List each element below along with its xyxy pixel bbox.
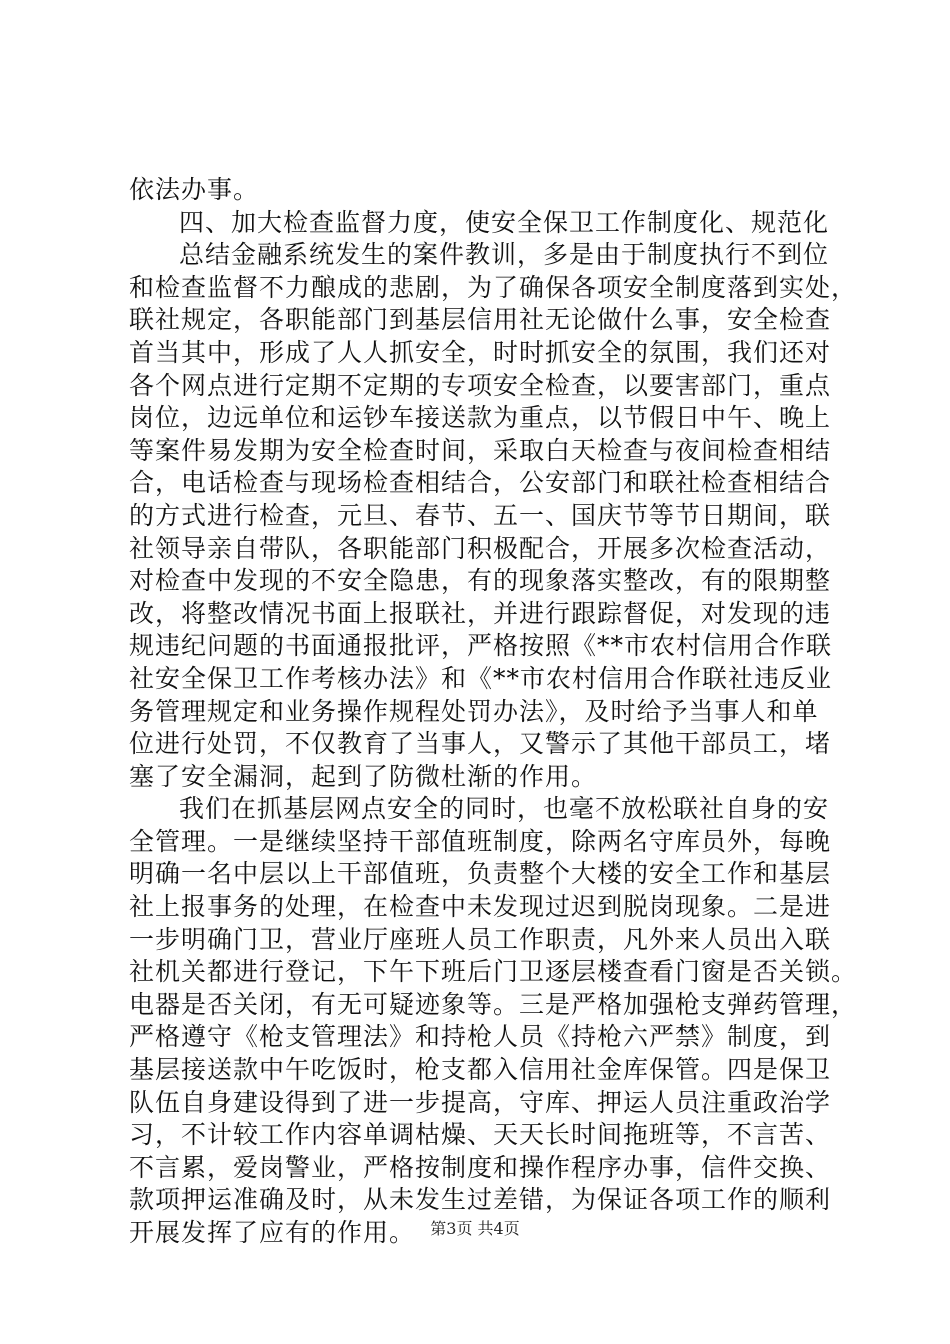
text-line: 开展发挥了应有的作用。 [129, 1218, 416, 1247]
text-line: 的方式进行检查，元旦、春节、五一、国庆节等节日期间，联 [129, 500, 832, 530]
text-line: 电器是否关闭，有无可疑迹象等。三是严格加强枪支弹药管理， [129, 989, 858, 1019]
document-body [129, 174, 858, 1250]
page-footer: 第3页 共4页 [430, 1219, 520, 1238]
text-line: 各个网点进行定期不定期的专项安全检查，以要害部门，重点 [129, 370, 832, 400]
text-line: 首当其中，形成了人人抓安全，时时抓安全的氛围，我们还对 [129, 337, 832, 367]
text-line: 队伍自身建设得到了进一步提高，守库、押运人员注重政治学 [129, 1087, 832, 1117]
text-line: 社领导亲自带队，各职能部门积极配合，开展多次检查活动， [129, 533, 832, 563]
text-line: 务管理规定和业务操作规程处罚办法》，及时给予当事人和单 [129, 696, 819, 726]
text-line: 全管理。一是继续坚持干部值班制度，除两名守库员外，每晚 [129, 826, 832, 856]
text-line: 社上报事务的处理，在检查中未发现过迟到脱岗现象。二是进 [129, 892, 832, 922]
text-line: 严格遵守《枪支管理法》和持枪人员《持枪六严禁》制度，到 [129, 1022, 832, 1052]
text-line: 对检查中发现的不安全隐患，有的现象落实整改，有的限期整 [129, 566, 832, 596]
text-line: 明确一名中层以上干部值班，负责整个大楼的安全工作和基层 [129, 859, 832, 889]
text-line: 位进行处罚，不仅教育了当事人，又警示了其他干部员工，堵 [129, 729, 832, 759]
text-line: 不言累，爱岗警业，严格按制度和操作程序办事，信件交换、 [129, 1152, 832, 1182]
text-line: 岗位，边远单位和运钞车接送款为重点，以节假日中午、晚上 [129, 403, 832, 433]
text-line: 款项押运准确及时，从未发生过差错，为保证各项工作的顺利 [129, 1185, 832, 1215]
text-line: 习，不计较工作内容单调枯燥、天天长时间拖班等，不言苦、 [129, 1120, 832, 1150]
text-line: 合，电话检查与现场检查相结合，公安部门和联社检查相结合 [129, 468, 832, 498]
text-line: 塞了安全漏洞，起到了防微杜渐的作用。 [129, 761, 598, 791]
section-heading: 四、加大检查监督力度，使安全保卫工作制度化、规范化 [179, 207, 830, 237]
text-line: 依法办事。 [129, 175, 260, 204]
text-line: 社安全保卫工作考核办法》和《**市农村信用合作联社违反业 [129, 663, 833, 693]
text-line: 联社规定，各职能部门到基层信用社无论做什么事，安全检查 [129, 305, 832, 335]
paragraph-start-line: 总结金融系统发生的案件教训，多是由于制度执行不到位 [179, 240, 830, 270]
text-line: 一步明确门卫，营业厅座班人员工作职责，凡外来人员出入联 [129, 924, 832, 954]
text-line: 改，将整改情况书面上报联社，并进行跟踪督促，对发现的违 [129, 598, 832, 628]
text-line: 等案件易发期为安全检查时间，采取白天检查与夜间检查相结 [129, 435, 832, 465]
paragraph-start-line: 我们在抓基层网点安全的同时，也毫不放松联社自身的安 [179, 794, 830, 824]
text-line: 和检查监督不力酿成的悲剧，为了确保各项安全制度落到实处， [129, 272, 858, 302]
text-line: 基层接送款中午吃饭时，枪支都入信用社金库保管。四是保卫 [129, 1055, 832, 1085]
text-line: 规违纪问题的书面通报批评，严格按照《**市农村信用合作联 [129, 631, 833, 661]
text-line: 社机关都进行登记，下午下班后门卫逐层楼查看门窗是否关锁。 [129, 957, 858, 987]
